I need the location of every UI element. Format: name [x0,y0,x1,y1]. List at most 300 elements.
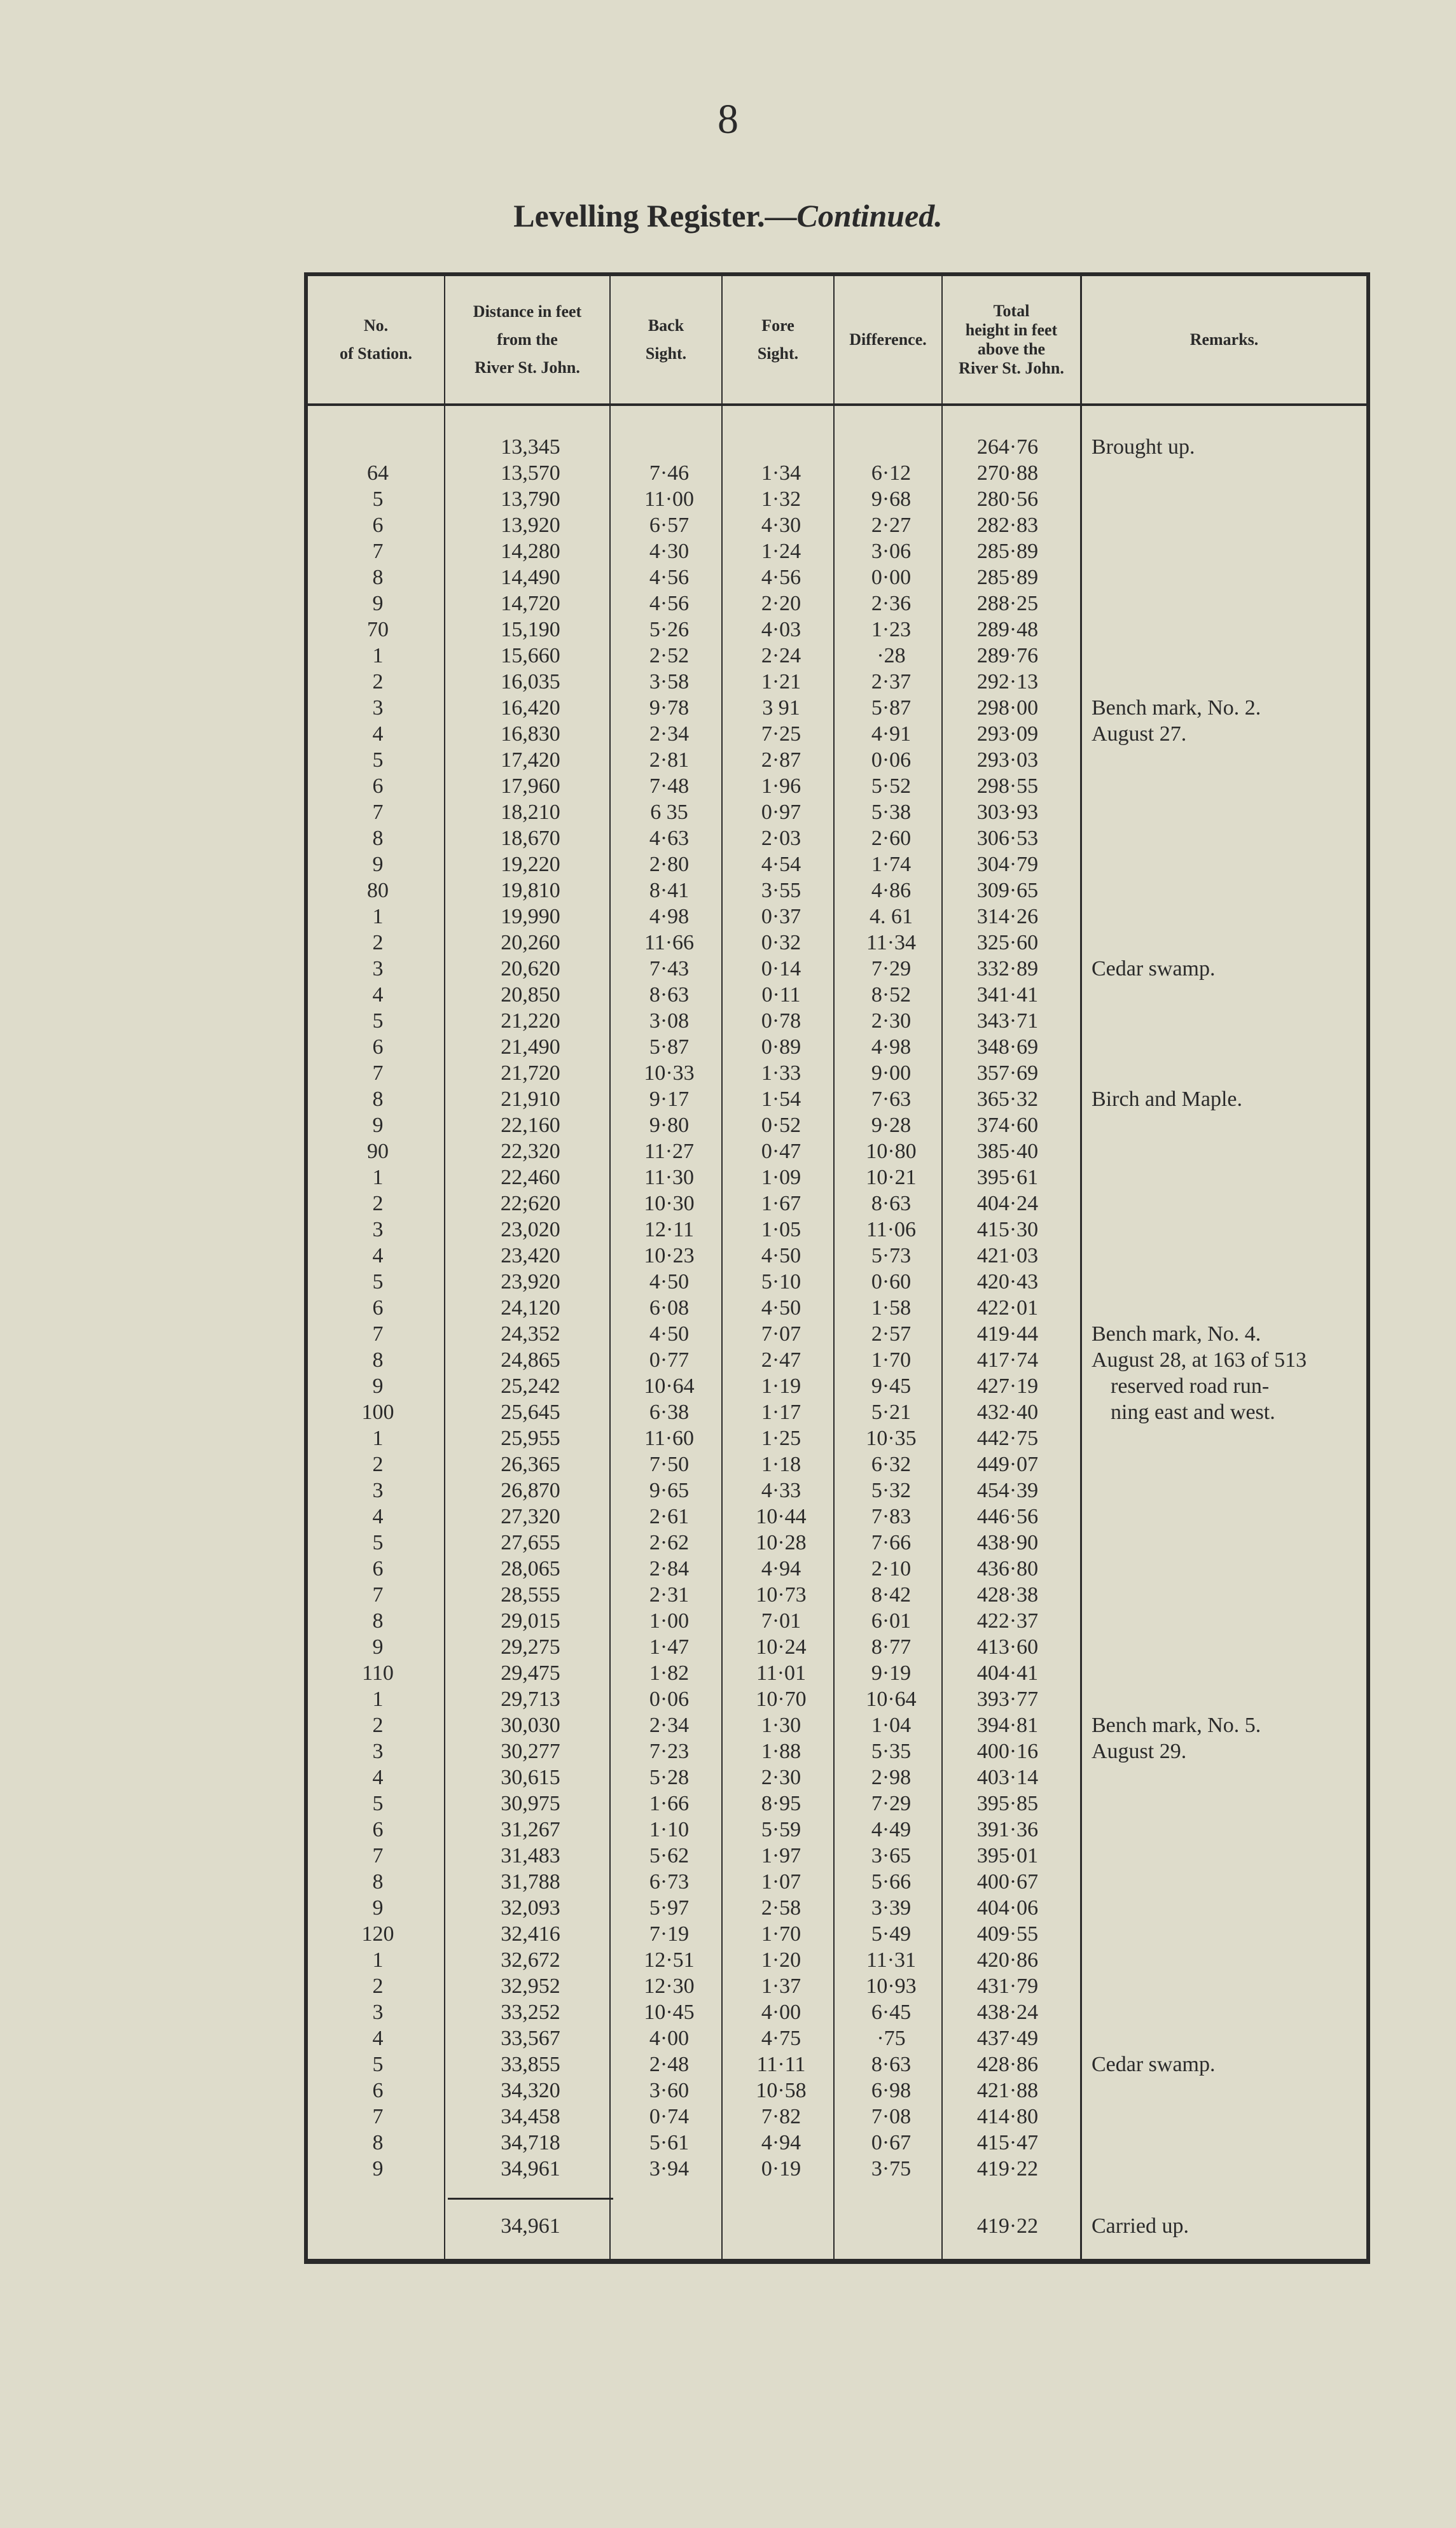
total-height-cell: 415·30 [976,1218,1039,1241]
header-line: Fore [761,316,794,335]
back-sight-cell: 5·28 [649,1766,690,1789]
fore-sight-cell: 2·58 [761,1896,801,1920]
difference-cell: ·28 [877,644,906,667]
back-sight-cell: 9·17 [649,1087,690,1111]
fore-sight-cell: 0·47 [761,1140,801,1163]
difference-cell: 2·57 [871,1322,912,1346]
distance-cell: 22,320 [501,1140,560,1163]
difference-cell: 6·45 [871,2001,912,2024]
station-no-cell: 5 [372,1792,384,1815]
back-sight-cell: 3·08 [649,1009,690,1033]
distance-cell: 32,672 [501,1948,560,1972]
difference-cell: 11·31 [866,1948,917,1972]
distance-cell: 32,416 [501,1922,560,1946]
station-no-cell: 4 [372,722,384,746]
fore-sight-cell: 5·59 [761,1818,801,1841]
table-row [308,590,1366,617]
total-height-cell: 395·85 [976,1792,1039,1815]
total-height-cell: 395·61 [976,1166,1039,1189]
station-no-cell: 5 [372,1270,384,1294]
difference-cell: 7·63 [871,1087,912,1111]
distance-cell: 23,020 [501,1218,560,1241]
difference-cell: 1·74 [871,853,912,876]
difference-cell: 9·28 [871,1114,912,1137]
distance-cell: 30,615 [501,1766,560,1789]
station-no-cell: 3 [372,1479,384,1502]
difference-cell: 7·29 [871,1792,912,1815]
total-height-cell: 314·26 [976,905,1039,928]
table-row [308,1608,1366,1634]
difference-cell: 9·68 [871,487,912,511]
distance-cell: 30,277 [501,1740,560,1763]
fore-sight-cell: 10·44 [756,1505,807,1528]
fore-sight-cell: 10·24 [756,1635,807,1659]
fore-sight-cell: 10·70 [756,1687,807,1711]
fore-sight-cell: 0·37 [761,905,801,928]
total-height-cell: 421·03 [976,1244,1039,1267]
difference-cell: 4·49 [871,1818,912,1841]
back-sight-cell: 10·23 [644,1244,695,1267]
header-line: from the [497,330,558,349]
station-no-cell: 8 [372,1609,384,1633]
total-height-cell: 298·00 [976,696,1039,720]
distance-cell: 28,065 [501,1557,560,1581]
difference-cell: 5·21 [871,1400,912,1424]
total-height-cell: 404·06 [976,1896,1039,1920]
station-no-cell: 70 [367,618,389,641]
station-no-cell: 5 [372,487,384,511]
table-row [308,617,1366,643]
back-sight-cell: 1·10 [649,1818,690,1841]
back-sight-cell: 0·74 [649,2105,690,2128]
back-sight-cell: 1·47 [649,1635,690,1659]
table-row [308,747,1366,773]
distance-cell: 26,870 [501,1479,560,1502]
back-sight-cell: 12·11 [644,1218,695,1241]
difference-cell: 5·52 [871,774,912,798]
fore-sight-cell: 0·52 [761,1114,801,1137]
total-height-cell: 348·69 [976,1035,1039,1059]
station-no-cell: 4 [372,2027,384,2050]
table-row [308,1034,1366,1060]
table-row [308,669,1366,695]
carried-up-distance: 34,961 [501,2214,560,2238]
total-height-cell: 374·60 [976,1114,1039,1137]
table-row [308,564,1366,590]
distance-cell: 23,920 [501,1270,560,1294]
fore-sight-cell: 1·17 [761,1400,801,1424]
table-row [308,1660,1366,1686]
station-no-cell: 1 [372,1166,384,1189]
distance-cell: 33,252 [501,2001,560,2024]
difference-cell: 10·21 [866,1166,917,1189]
back-sight-cell: 8·63 [649,983,690,1007]
remark-line: ning east and west. [1111,1400,1275,1424]
total-height-cell: 422·37 [976,1609,1039,1633]
back-sight-cell: 2·62 [649,1531,690,1554]
remark-line: reserved road run- [1111,1374,1270,1398]
table-row [308,1947,1366,1973]
table-row [308,1138,1366,1164]
total-height-cell: 288·25 [976,592,1039,615]
distance-cell: 18,670 [501,827,560,850]
distance-cell: 31,788 [501,1870,560,1894]
table-row [308,982,1366,1008]
difference-cell: 1·58 [871,1296,912,1320]
total-height-cell: 446·56 [976,1505,1039,1528]
distance-cell: 30,975 [501,1792,560,1815]
total-height-cell: 436·80 [976,1557,1039,1581]
station-no-cell: 6 [372,1818,384,1841]
station-no-cell: 5 [372,1009,384,1033]
page-number: 8 [718,96,738,143]
total-height-cell: 385·40 [976,1140,1039,1163]
remark [1092,1321,1359,1425]
header-text [1190,326,1259,354]
difference-cell: 11·34 [866,931,917,954]
table-row [308,1817,1366,1843]
difference-cell: 10·64 [866,1687,917,1711]
back-sight-cell: 7·19 [649,1922,690,1946]
remark-line: Cedar swamp. [1092,2053,1216,2076]
total-height-cell: 421·88 [976,2079,1039,2102]
back-sight-cell: 4·56 [649,592,690,615]
distance-cell: 24,120 [501,1296,560,1320]
difference-cell: 4·98 [871,1035,912,1059]
total-height-cell: 264·76 [976,435,1039,459]
back-sight-cell: 10·64 [644,1374,695,1398]
fore-sight-cell: 7·25 [761,722,801,746]
station-no-cell: 6 [372,1296,384,1320]
distance-cell: 13,920 [501,513,560,537]
back-sight-cell: 2·84 [649,1557,690,1581]
header-line: River St. John. [475,358,580,377]
fore-sight-cell: 4·30 [761,513,801,537]
table-row [308,904,1366,930]
distance-cell: 28,555 [501,1583,560,1607]
fore-sight-cell: 4·03 [761,618,801,641]
fore-sight-cell: 1·20 [761,1948,801,1972]
difference-cell: 8·52 [871,983,912,1007]
station-no-cell: 4 [372,1766,384,1789]
distance-cell: 29,475 [501,1661,560,1685]
difference-cell: 3·39 [871,1896,912,1920]
station-no-cell [308,434,448,460]
levelling-register-table [304,272,1370,2264]
total-height-cell: 415·47 [976,2131,1039,2154]
back-sight-cell: 2·31 [649,1583,690,1607]
station-no-cell: 6 [372,513,384,537]
total-height-cell: 285·89 [976,566,1039,589]
difference-cell: 0·60 [871,1270,912,1294]
table-row [308,877,1366,904]
table-row [308,2130,1366,2156]
station-no-cell: 7 [372,1061,384,1085]
distance-cell: 29,713 [501,1687,560,1711]
fore-sight-cell: 0·19 [761,2157,801,2181]
back-sight-cell: 7·50 [649,1453,690,1476]
distance-cell: 34,320 [501,2079,560,2102]
distance-cell: 22;620 [500,1192,561,1215]
station-no-cell: 9 [372,1635,384,1659]
distance-cell: 33,855 [501,2053,560,2076]
difference-cell: 4. 61 [870,905,913,928]
back-sight-cell: 4·50 [649,1322,690,1346]
fore-sight-cell: 10·28 [756,1531,807,1554]
difference-cell: 5·73 [871,1244,912,1267]
difference-cell: 0·06 [871,748,912,772]
total-height-cell: 292·13 [976,670,1039,694]
total-height-cell: 309·65 [976,879,1039,902]
fore-sight-cell: 1·54 [761,1087,801,1111]
table-row [308,1634,1366,1660]
back-sight-cell: 7·23 [649,1740,690,1763]
total-height-cell: 357·69 [976,1061,1039,1085]
table-row [308,1191,1366,1217]
back-sight-cell: 5·87 [649,1035,690,1059]
difference-cell: 10·93 [866,1974,917,1998]
fore-sight-cell: 4·50 [761,1296,801,1320]
distance-cell: 20,260 [501,931,560,954]
header-distance [445,276,609,403]
back-sight-cell: 4·63 [649,827,690,850]
total-height-cell: 438·24 [976,2001,1039,2024]
station-no-cell: 1 [372,1427,384,1450]
table-row [308,1217,1366,1243]
total-height-cell: 431·79 [976,1974,1039,1998]
distance-cell: 33,567 [501,2027,560,2050]
fore-sight-cell: 1·19 [761,1374,801,1398]
table-row [308,773,1366,799]
total-height-cell: 400·67 [976,1870,1039,1894]
fore-sight-cell: 10·73 [756,1583,807,1607]
fore-sight-cell: 8·95 [761,1792,801,1815]
distance-cell: 31,483 [501,1844,560,1868]
back-sight-cell: 4·98 [649,905,690,928]
fore-sight-cell: 1·70 [761,1922,801,1946]
fore-sight-cell: 11·01 [756,1661,807,1685]
table-row [308,1999,1366,2025]
back-sight-cell: 9·65 [649,1479,690,1502]
distance-cell: 21,910 [501,1087,560,1111]
table-row [308,2104,1366,2130]
header-total-height [943,276,1080,403]
back-sight-cell: 7·48 [649,774,690,798]
distance-cell: 26,365 [501,1453,560,1476]
difference-cell: 2·37 [871,670,912,694]
fore-sight-cell: 0·14 [761,957,801,981]
fore-sight-cell: 1·25 [761,1427,801,1450]
fore-sight-cell: 2·30 [761,1766,801,1789]
difference-cell: 6·01 [871,1609,912,1633]
fore-sight-cell: 1·09 [761,1166,801,1189]
difference-cell: 2·98 [871,1766,912,1789]
back-sight-cell: 5·61 [649,2131,690,2154]
fore-sight-cell: 4·56 [761,566,801,589]
back-sight-cell: 7·43 [649,957,690,981]
table-row [308,799,1366,825]
back-sight-cell: 1·00 [649,1609,690,1633]
distance-cell: 34,961 [501,2157,560,2181]
fore-sight-cell: 1·24 [761,540,801,563]
fore-sight-cell: 2·03 [761,827,801,850]
back-sight-cell: 11·66 [644,931,695,954]
total-height-cell: 449·07 [976,1453,1039,1476]
total-height-cell: 393·77 [976,1687,1039,1711]
difference-cell: 6·32 [871,1453,912,1476]
carried-up-row [308,2207,1366,2245]
back-sight-cell: 3·94 [649,2157,690,2181]
difference-cell: 4·91 [871,722,912,746]
distance-cell: 29,275 [501,1635,560,1659]
distance-cell: 15,190 [501,618,560,641]
distance-cell: 25,242 [501,1374,560,1398]
header-line: height in feet [965,321,1058,339]
remark-line: Brought up. [1092,435,1195,459]
table-row [308,1764,1366,1791]
table-row [308,1556,1366,1582]
station-no-cell: 7 [372,1583,384,1607]
remark-line: Bench mark, No. 5. [1092,1714,1261,1737]
difference-cell: 7·08 [871,2105,912,2128]
total-height-cell: 414·80 [976,2105,1039,2128]
remark [1092,2051,1359,2078]
table-row [308,1243,1366,1269]
difference-cell: 3·65 [871,1844,912,1868]
difference-cell: 11·06 [866,1218,917,1241]
distance-cell: 14,490 [501,566,560,589]
total-height-cell: 343·71 [976,1009,1039,1033]
table-row [308,538,1366,564]
total-height-cell: 293·09 [976,722,1039,746]
total-height-cell: 280·56 [976,487,1039,511]
difference-cell: 5·87 [871,696,912,720]
remark-line: Birch and Maple. [1092,1087,1242,1111]
difference-cell: 9·19 [871,1661,912,1685]
distance-cell: 25,955 [501,1427,560,1450]
table-row [308,2078,1366,2104]
header-rule [308,403,1366,406]
back-sight-cell: 7·46 [649,461,690,485]
back-sight-cell: 10·45 [644,2001,695,2024]
total-height-cell: 285·89 [976,540,1039,563]
total-height-cell: 437·49 [976,2027,1039,2050]
title-main: Levelling Register.— [513,198,797,234]
distance-cell: 21,720 [501,1061,560,1085]
difference-cell: 5·49 [871,1922,912,1946]
difference-cell: 5·66 [871,1870,912,1894]
header-text [646,312,686,368]
station-no-cell: 100 [361,1400,394,1424]
carried-up-total: 419·22 [976,2214,1039,2238]
total-height-cell: 420·43 [976,1270,1039,1294]
station-no-cell: 2 [372,1192,384,1215]
table-row [308,851,1366,877]
total-height-cell: 428·86 [976,2053,1039,2076]
back-sight-cell: 12·30 [644,1974,695,1998]
fore-sight-cell: 4·94 [761,1557,801,1581]
table-row [308,1425,1366,1451]
distance-cell: 20,620 [501,957,560,981]
distance-cell: 32,093 [501,1896,560,1920]
station-no-cell: 3 [372,1218,384,1241]
distance-cell: 25,645 [501,1400,560,1424]
fore-sight-cell: 0·78 [761,1009,801,1033]
distance-cell: 16,830 [501,722,560,746]
station-no-cell: 9 [372,1896,384,1920]
fore-sight-cell: 0·97 [761,800,801,824]
total-height-cell: 325·60 [976,931,1039,954]
carried-up-remark: Carried up. [1092,2214,1189,2238]
station-no-cell: 64 [367,461,389,485]
back-sight-cell: 2·52 [649,644,690,667]
station-no-cell: 8 [372,827,384,850]
total-height-cell: 404·24 [976,1192,1039,1215]
table-row [308,1060,1366,1086]
station-no-cell: 3 [372,957,384,981]
header-line: Total [993,302,1030,320]
station-no-cell: 7 [372,1844,384,1868]
difference-cell: 5·32 [871,1479,912,1502]
fore-sight-cell: 2·20 [761,592,801,615]
total-height-cell: 365·32 [976,1087,1039,1111]
back-sight-cell: 2·48 [649,2053,690,2076]
fore-sight-cell: 5·10 [761,1270,801,1294]
table-row [308,1921,1366,1947]
difference-cell: 1·23 [871,618,912,641]
total-height-cell: 303·93 [976,800,1039,824]
back-sight-cell: 8·41 [649,879,690,902]
distance-cell: 22,160 [501,1114,560,1137]
station-no-cell: 90 [367,1140,389,1163]
station-no-cell: 9 [372,1374,384,1398]
back-sight-cell: 3·60 [649,2079,690,2102]
station-no-cell: 4 [372,1505,384,1528]
remark [1092,434,1359,460]
fore-sight-cell: 3 91 [762,696,800,720]
total-height-cell: 427·19 [976,1374,1039,1398]
station-no-cell: 8 [372,1087,384,1111]
difference-cell: 1·04 [871,1714,912,1737]
distance-cell: 21,220 [501,1009,560,1033]
fore-sight-cell: 4·33 [761,1479,801,1502]
table-row [308,1269,1366,1295]
total-height-cell: 395·01 [976,1844,1039,1868]
fore-sight-cell: 1·32 [761,487,801,511]
fore-sight-cell: 2·87 [761,748,801,772]
remark-line: August 28, at 163 of 513 [1092,1348,1307,1372]
distance-cell: 17,960 [501,774,560,798]
distance-cell: 15,660 [501,644,560,667]
fore-sight-cell: 1·07 [761,1870,801,1894]
total-height-cell: 332·89 [976,957,1039,981]
fore-sight-cell: 4·54 [761,853,801,876]
station-no-cell: 9 [372,2157,384,2181]
total-height-cell: 417·74 [976,1348,1039,1372]
station-no-cell: 3 [372,1740,384,1763]
remark [1092,1712,1359,1764]
back-sight-cell: 4·00 [649,2027,690,2050]
fore-sight-cell [725,434,837,460]
difference-cell: 2·36 [871,592,912,615]
fore-sight-cell: 11·11 [756,2053,806,2076]
fore-sight-cell: 10·58 [756,2079,807,2102]
header-line: River St. John. [959,359,1064,377]
difference-cell: 9·00 [871,1061,912,1085]
fore-sight-cell: 7·07 [761,1322,801,1346]
total-height-cell: 438·90 [976,1531,1039,1554]
distance-cell: 17,420 [501,748,560,772]
